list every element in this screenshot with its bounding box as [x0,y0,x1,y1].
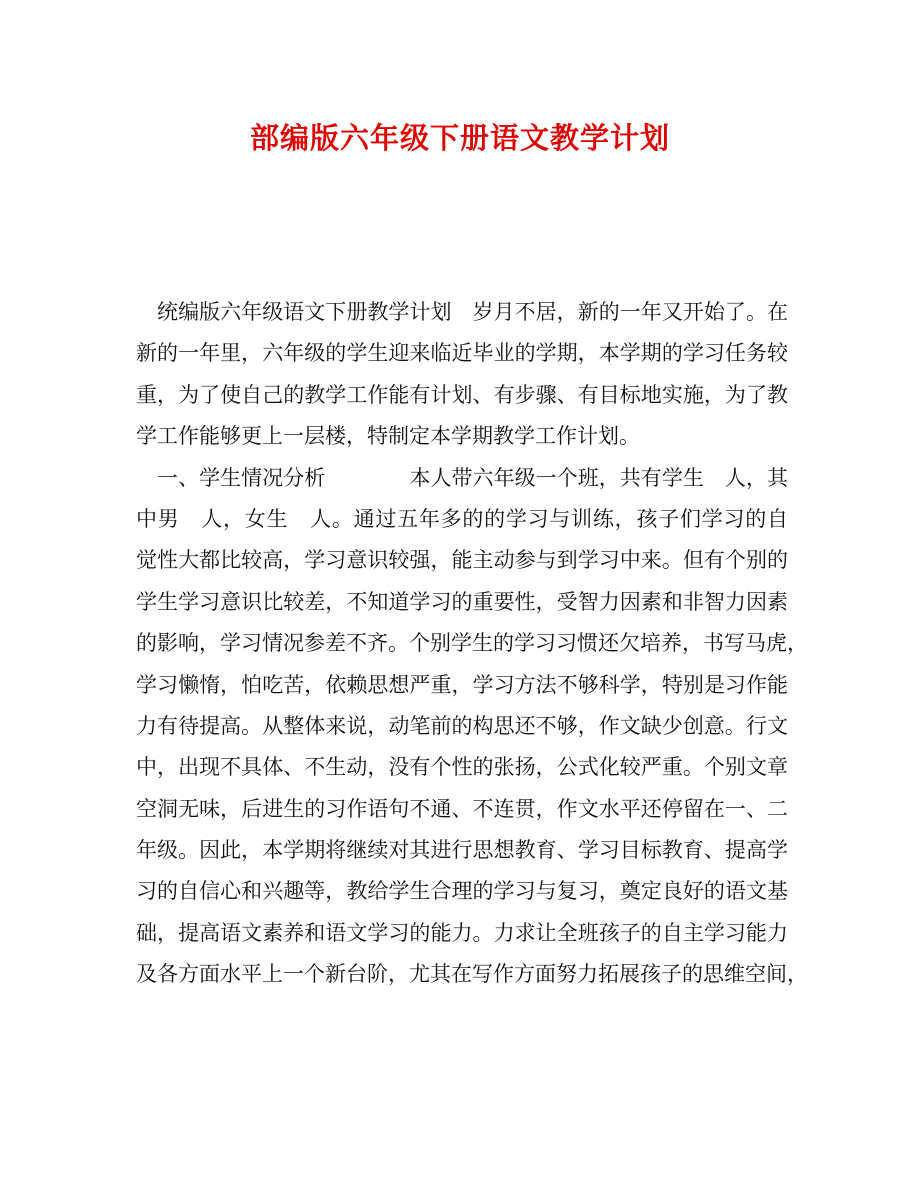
text-line: 重，为了使自己的教学工作能有计划、有步骤、有目标地实施，为了教 [136,382,788,407]
text-line: 学习懒惰，怕吃苦，依赖思想严重，学习方法不够科学，特别是习作能 [136,672,788,697]
text-line: 年级。因此，本学期将继续对其进行思想教育、学习目标教育、提高学 [136,838,788,863]
text-line: 及各方面水平上一个新台阶，尤其在写作方面努力拓展孩子的思维空间， [136,962,808,987]
text-line: 新的一年里，六年级的学生迎来临近毕业的学期，本学期的学习任务较 [136,341,788,366]
text-line: 的影响，学习情况参差不齐。个别学生的学习习惯还欠培养，书写马虎， [136,631,808,656]
text-line: 学生学习意识比较差，不知道学习的重要性，受智力因素和非智力因素 [136,589,788,614]
text-line: 习的自信心和兴趣等，教给学生合理的学习与复习，奠定良好的语文基 [136,879,788,904]
body-text [136,292,808,996]
text-line: 空洞无味，后进生的习作语句不通、不连贯，作文水平还停留在一、二 [136,796,788,821]
text-line: 中，出现不具体、不生动，没有个性的张扬，公式化较严重。个别文章 [136,755,788,780]
text-line: 一、学生情况分析 本人带六年级一个班，共有学生 人，其 [136,465,788,490]
text-line: 觉性大都比较高，学习意识较强，能主动参与到学习中来。但有个别的 [136,548,788,573]
text-line: 础，提高语文素养和语文学习的能力。力求让全班孩子的自主学习能力 [136,920,788,945]
text-line: 统编版六年级语文下册教学计划 岁月不居，新的一年又开始了。在 [136,300,788,324]
page-title: 部编版六年级下册语文教学计划 [249,121,670,155]
text-line: 力有待提高。从整体来说，动笔前的构思还不够，作文缺少创意。行文 [136,713,788,738]
text-line: 中男 人，女生 人。通过五年多的的学习与训练，孩子们学习的自 [136,506,788,531]
text-line: 学工作能够更上一层楼，特制定本学期教学工作计划。 [136,424,640,449]
